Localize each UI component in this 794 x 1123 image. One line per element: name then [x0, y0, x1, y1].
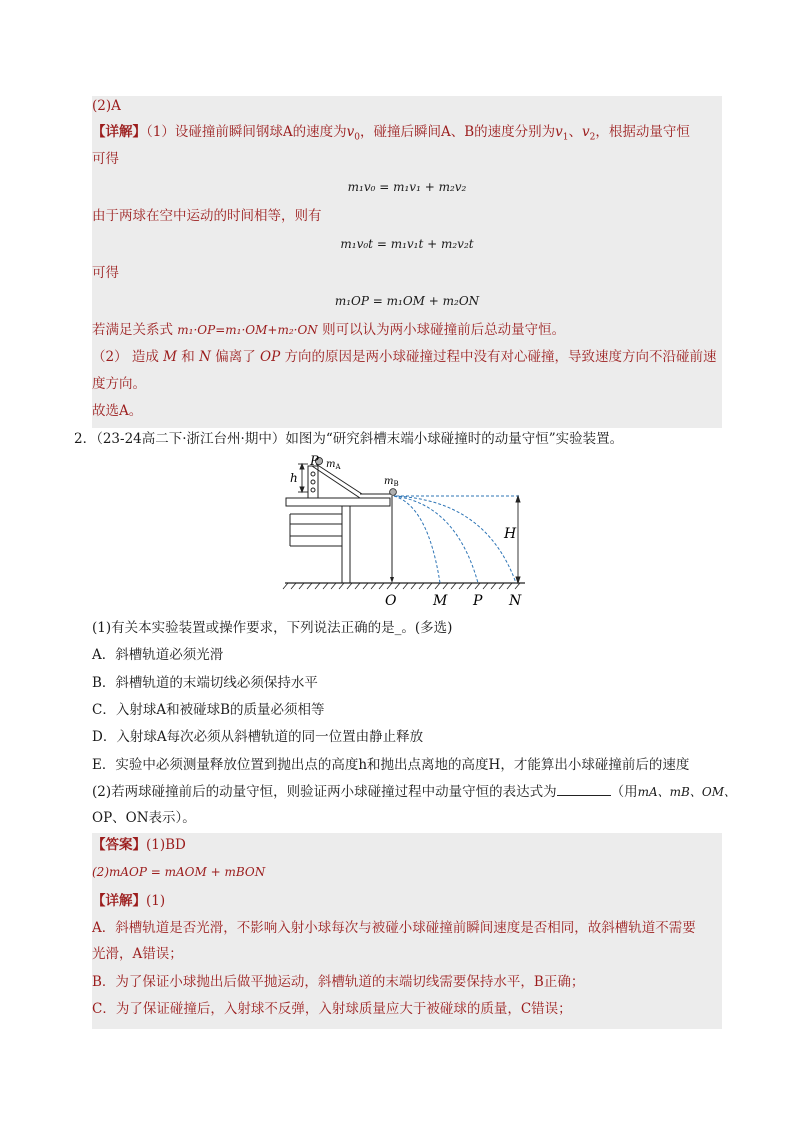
label-M: M: [433, 593, 448, 609]
detail-line-1: 【详解】（1）设碰撞前瞬间钢球A的速度为$v_0$，碰撞后瞬间A、B的速度分别为$v_1$、$v_2$，根据动量守恒: [92, 124, 690, 143]
label-N: N: [509, 593, 522, 609]
trajectory-N: [394, 496, 516, 583]
explanation-c: C．为了保证碰撞后，入射球不反弹，入射球质量应大于被碰球的质量，C错误；: [92, 1001, 572, 1017]
option-b: B．斜槽轨道的末端切线必须保持水平: [92, 675, 318, 691]
detail-line-5: 若满足关系式 m₁·OP=m₁·OM+m₂·ON 则可以认为两小球碰撞前后总动量守恒。: [92, 322, 566, 338]
trajectories: [394, 496, 516, 583]
trajectory-P: [394, 496, 478, 583]
chute: [308, 464, 390, 498]
question-2-stem: 2．（23-24高二下·浙江台州·期中）如图为“研究斜槽末端小球碰撞时的动量守恒”实验装置。: [74, 431, 624, 447]
detail-line-2: 可得: [92, 151, 119, 167]
explanation-a-1: A．斜槽轨道是否光滑，不影响入射小球每次与被碰小球碰撞前瞬间速度是否相同，故斜槽轨道不需要: [92, 920, 696, 936]
ground-hatch: [283, 583, 520, 589]
question-2-part-2: (2)若两球碰撞前后的动量守恒，则验证两小球碰撞过程中动量守恒的表达式为 （用mA、mB、OM、: [92, 784, 736, 800]
detail-line-8: 故选A。: [92, 403, 143, 419]
question-2-part-2-cont: OP、ON表示）。: [92, 810, 196, 826]
answer-label: 【答案】: [92, 837, 146, 853]
detail-header: 【详解】(1): [92, 893, 166, 909]
equation-1: m₁v₀ = m₁v₁ + m₂v₂: [347, 180, 467, 194]
option-c: C．入射球A和被碰球B的质量必须相等: [92, 702, 325, 718]
detail-line-4: 可得: [92, 265, 119, 281]
detail-line-7: 度方向。: [92, 376, 146, 392]
equation-2: m₁v₀t = m₁v₁t + m₂v₂t: [340, 237, 474, 251]
label-H: H: [504, 526, 517, 542]
explanation-a-2: 光滑，A错误；: [92, 946, 183, 962]
table: [286, 498, 390, 583]
ball-b: [390, 489, 397, 496]
detail-line-6: （2） 造成 M 和 N 偏离了 OP 方向的原因是两小球碰撞过程中没有对心碰撞，导致速度方向不沿碰前速: [92, 349, 717, 365]
label-h: h: [290, 471, 298, 485]
answer-blank: [557, 783, 611, 796]
experiment-figure: [280, 452, 530, 612]
label-mA: $m_A$: [326, 459, 341, 471]
answer-line: 【答案】(1)BD: [92, 837, 186, 853]
detail-line-3: 由于两球在空中运动的时间相等，则有: [92, 208, 322, 224]
label-P: P: [310, 454, 319, 469]
equation-3: m₁OP = m₁OM + m₂ON: [334, 294, 480, 308]
trajectory-M: [394, 496, 440, 583]
explanation-b: B．为了保证小球抛出后做平抛运动，斜槽轨道的末端切线需要保持水平，B正确；: [92, 974, 585, 990]
h-arrow: [298, 464, 308, 492]
label-O: O: [385, 593, 397, 609]
question-2-part-1: (1)有关本实验装置或操作要求，下列说法正确的是_。(多选): [92, 620, 453, 636]
label-P-ground: P: [473, 593, 483, 609]
H-arrow: [516, 496, 520, 583]
detail-label: 【详解】: [92, 124, 146, 140]
answer-2-label: (2)A: [92, 98, 121, 114]
option-a: A．斜槽轨道必须光滑: [92, 647, 224, 663]
option-e: E．实验中必须测量释放位置到抛出点的高度h和抛出点离地的高度H，才能算出小球碰撞前后的速度: [92, 757, 690, 773]
option-d: D．入射球A每次必须从斜槽轨道的同一位置由静止释放: [92, 729, 424, 745]
label-mB: $m_B$: [384, 476, 399, 488]
answer-2: (2)mAOP = mAOM + mBON: [92, 865, 266, 879]
